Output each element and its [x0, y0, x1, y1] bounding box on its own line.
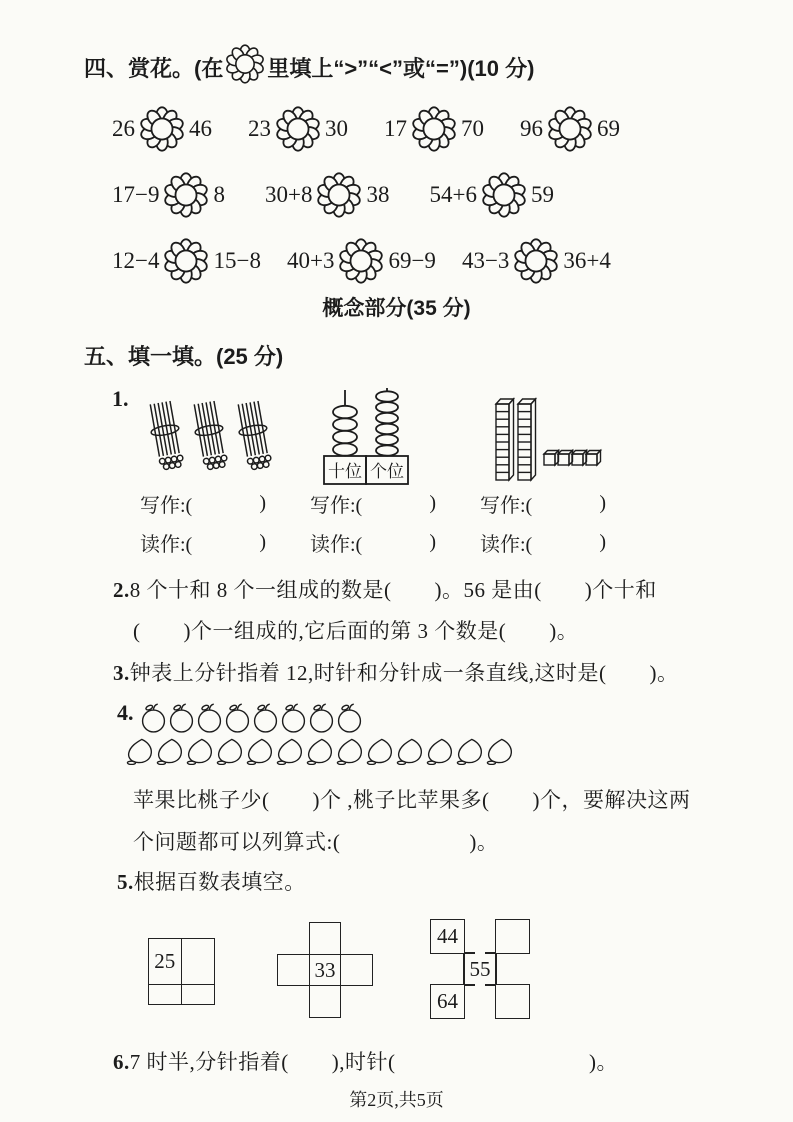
flower-icon	[316, 172, 362, 218]
section4-title-prefix: 四、赏花。(在	[84, 55, 224, 81]
section4-heading	[84, 44, 534, 90]
left-operand: 17−9	[112, 182, 160, 207]
paren-close: )	[259, 492, 266, 514]
read-line	[310, 523, 436, 562]
right-operand: 15−8	[213, 248, 261, 273]
flower-icon	[411, 106, 457, 152]
left-operand: 30+8	[264, 182, 313, 207]
base-ten-blocks-figure	[494, 392, 604, 493]
grid-number: 44	[437, 924, 458, 948]
item2-text-line1: 8 个十和 8 个一组成的数是( )。56 是由( )个十和	[129, 578, 657, 602]
grid-number: 64	[437, 989, 458, 1013]
peach-icon	[364, 737, 394, 765]
apple-icon	[336, 702, 363, 733]
read-label: 读作:(	[140, 534, 193, 556]
apple-icon	[196, 702, 223, 733]
left-operand: 40+3	[286, 248, 335, 273]
paren-close: )	[429, 531, 436, 553]
paren-close: )	[429, 492, 436, 514]
read-line	[480, 523, 606, 562]
base-ten-blocks	[494, 392, 604, 488]
peach-icon	[244, 737, 274, 765]
left-operand: 12−4	[112, 248, 160, 273]
svg-text:十位: 十位	[328, 462, 362, 481]
flower-icon	[513, 238, 559, 284]
flower-icon	[547, 106, 593, 152]
grid-cell	[149, 985, 182, 1005]
grid-number: 55	[469, 956, 491, 981]
peach-icon	[454, 737, 484, 765]
read-label: 读作:(	[310, 534, 363, 556]
flower-icon-slot	[225, 44, 265, 90]
apple-icon	[168, 702, 195, 733]
write-label: 写作:(	[140, 495, 193, 517]
comparison-problem	[112, 172, 225, 218]
right-operand: 59	[530, 182, 554, 207]
peach-icon	[124, 737, 154, 765]
page-footer: 第2页,共5页	[349, 1090, 444, 1110]
comparison-problem	[248, 106, 348, 152]
peach-icon	[484, 737, 514, 765]
concept-part-heading: 概念部分(35 分)	[322, 297, 471, 320]
item2-number: 2.	[113, 578, 130, 602]
left-operand: 96	[520, 116, 543, 141]
comparison-problems	[0, 100, 793, 298]
item2-line1	[113, 574, 657, 604]
paren-close: )	[259, 531, 266, 553]
comparison-problem	[520, 106, 620, 152]
item4-line2: 个问题都可以列算式:( )。	[133, 830, 499, 854]
apple-icon	[224, 702, 251, 733]
section4-title-suffix: 里填上“>”“<”或“=”)(10 分)	[267, 55, 535, 81]
right-operand: 38	[366, 182, 390, 207]
grid-cell	[495, 919, 530, 954]
item1-number: 1.	[112, 386, 129, 411]
flower-icon	[163, 172, 209, 218]
comparison-problem	[265, 172, 389, 218]
right-operand: 36+4	[563, 248, 611, 273]
left-operand: 54+6	[429, 182, 477, 207]
item3-line	[113, 657, 678, 687]
item3-text: 钟表上分针指着 12,时针和分针成一条直线,这时是( )。	[129, 661, 679, 685]
comparison-problem	[112, 238, 261, 284]
paren-close: )	[599, 492, 606, 514]
peach-icon	[274, 737, 304, 765]
right-operand: 69−9	[388, 248, 436, 273]
grid-number: 25	[154, 948, 176, 973]
write-line	[310, 484, 436, 523]
abacus-figure	[322, 386, 410, 493]
comparison-row	[0, 100, 793, 158]
apple-icon	[280, 702, 307, 733]
item3-number: 3.	[113, 661, 130, 685]
flower-icon	[163, 238, 209, 284]
peach-icon	[334, 737, 364, 765]
grid-cell	[182, 985, 215, 1005]
grid-number: 33	[314, 957, 336, 982]
left-operand: 26	[112, 116, 135, 141]
peach-icon	[424, 737, 454, 765]
apple-icon	[252, 702, 279, 733]
comparison-row	[0, 232, 793, 290]
write-label: 写作:(	[480, 495, 533, 517]
left-operand: 43−3	[461, 248, 510, 273]
peach-icon	[214, 737, 244, 765]
section5-heading: 五、填一填。(25 分)	[84, 344, 284, 369]
answer-column	[480, 484, 606, 562]
comparison-problem	[112, 106, 212, 152]
peach-icon	[154, 737, 184, 765]
hundred-chart-square-figure	[148, 938, 215, 1005]
grid-cell	[430, 919, 465, 954]
answer-column	[310, 484, 436, 562]
item6-line	[113, 1046, 618, 1076]
write-line	[140, 484, 266, 523]
flower-icon	[275, 106, 321, 152]
grid-cell	[430, 984, 465, 1019]
read-label: 读作:(	[480, 534, 533, 556]
right-operand: 8	[213, 182, 225, 207]
hundred-chart-corners-figure	[430, 919, 530, 1019]
grid-line	[495, 953, 497, 985]
flower-icon	[338, 238, 384, 284]
peach-icon	[184, 737, 214, 765]
flower-icon	[481, 172, 527, 218]
item4-number: 4.	[117, 700, 134, 725]
paren-close: )	[599, 531, 606, 553]
peach-icon	[394, 737, 424, 765]
abacus	[322, 386, 410, 488]
write-line	[480, 484, 606, 523]
right-operand: 30	[325, 116, 348, 141]
apple-row	[140, 702, 363, 733]
answer-column	[140, 484, 266, 562]
item5-number: 5.	[117, 870, 134, 894]
comparison-problem	[462, 238, 611, 284]
write-label: 写作:(	[310, 495, 363, 517]
grid-cell	[149, 939, 182, 985]
apple-icon	[308, 702, 335, 733]
peach-row	[124, 737, 514, 765]
item5-text: 根据百数表填空。	[133, 870, 306, 894]
left-operand: 17	[384, 116, 407, 141]
comparison-row	[0, 166, 793, 224]
write-read-answer-blanks	[140, 484, 606, 562]
item4-line1: 苹果比桃子少( )个 ,桃子比苹果多( )个，要解决这两	[133, 788, 691, 812]
peach-icon	[304, 737, 334, 765]
item5-line	[117, 866, 306, 896]
right-operand: 70	[461, 116, 484, 141]
comparison-problem	[384, 106, 484, 152]
read-line	[140, 523, 266, 562]
item6-text: 7 时半,分针指着( ),时针( )。	[129, 1050, 618, 1074]
right-operand: 69	[597, 116, 620, 141]
flower-icon	[139, 106, 185, 152]
comparison-problem	[429, 172, 553, 218]
grid-cell	[182, 939, 215, 985]
item6-number: 6.	[113, 1050, 130, 1074]
apple-icon	[140, 702, 167, 733]
comparison-problem	[287, 238, 436, 284]
grid-cell	[495, 984, 530, 1019]
hundred-chart-cross-figure	[277, 922, 373, 1018]
svg-text:个位: 个位	[370, 462, 404, 481]
flower-icon	[225, 44, 265, 84]
stick-bundles-figure	[146, 398, 276, 474]
left-operand: 23	[248, 116, 271, 141]
right-operand: 46	[189, 116, 212, 141]
item2-line2: ( )个一组成的,它后面的第 3 个数是( )。	[133, 619, 579, 643]
